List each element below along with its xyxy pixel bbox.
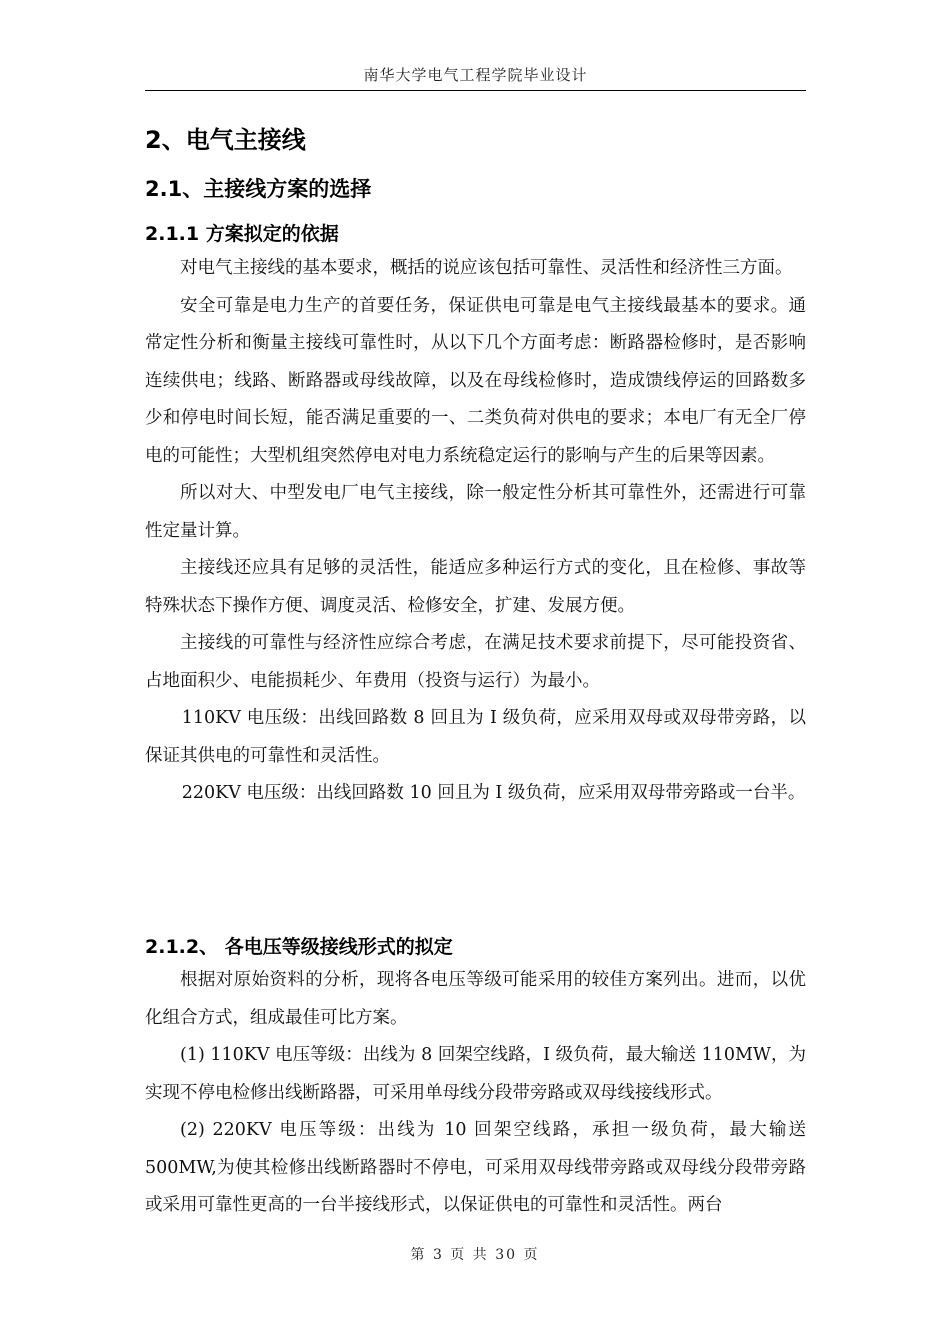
header-divider bbox=[145, 90, 806, 91]
paragraph: 主接线还应具有足够的灵活性，能适应多种运行方式的变化，且在检修、事故等特殊状态下操作方便、调度灵活、检修安全，扩建、发展方便。 bbox=[145, 558, 806, 616]
subsection-heading-wiring: 2.1.2、 各电压等级接线形式的拟定 bbox=[145, 936, 453, 958]
page-number: 第 3 页 共 30 页 bbox=[410, 1247, 540, 1263]
paragraph: 主接线的可靠性与经济性应综合考虑，在满足技术要求前提下，尽可能投资省、占地面积少、电能损耗少、年费用（投资与运行）为最小。 bbox=[145, 633, 806, 691]
subsection-heading-basis: 2.1.1 方案拟定的依据 bbox=[145, 223, 339, 245]
paragraph: 220KV 电压级：出线回路数 10 回且为 I 级负荷，应采用双母带旁路或一台半。 bbox=[181, 783, 806, 803]
paragraph: 对电气主接线的基本要求，概括的说应该包括可靠性、灵活性和经济性三方面。 bbox=[180, 258, 793, 278]
paragraph: 根据对原始资料的分析，现将各电压等级可能采用的较佳方案列出。进而，以优化组合方式，组成最佳可比方案。 bbox=[145, 970, 806, 1028]
section-basis-body bbox=[145, 250, 806, 813]
chapter-heading: 2、电气主接线 bbox=[145, 126, 306, 154]
page-header: 南华大学电气工程学院毕业设计 bbox=[363, 66, 588, 84]
section-heading: 2.1、主接线方案的选择 bbox=[145, 177, 372, 201]
paragraph: (1) 110KV 电压等级：出线为 8 回架空线路，I 级负荷，最大输送 110MW，为实现不停电检修出线断路器，可采用单母线分段带旁路或双母线接线形式。 bbox=[145, 1045, 806, 1103]
paragraph: (2) 220KV 电压等级：出线为 10 回架空线路，承担一级负荷，最大输送 500MW,为使其检修出线断路器时不停电，可采用双母线带旁路或双母线分段带旁路或采用可靠性更高的一台半接线形式，以保证供电的可靠性和灵活性。两台 bbox=[145, 1120, 806, 1215]
paragraph: 所以对大、中型发电厂电气主接线，除一般定性分析其可靠性外，还需进行可靠性定量计算。 bbox=[145, 483, 806, 541]
paragraph: 安全可靠是电力生产的首要任务，保证供电可靠是电气主接线最基本的要求。通常定性分析和衡量主接线可靠性时，从以下几个方面考虑：断路器检修时，是否影响连续供电；线路、断路器或母线故障，以及在母线检修时，造成馈线停运的回路数多少和停电时间长短，能否满足重要的一、二类负荷对供电的要求；本电厂有无全厂停电的可能性；大型机组突然停电对电力系统稳定运行的影响与产生的后果等因素。 bbox=[145, 295, 806, 466]
paragraph: 110KV 电压级：出线回路数 8 回且为 I 级负荷，应采用双母或双母带旁路，以保证其供电的可靠性和灵活性。 bbox=[145, 708, 806, 766]
section-wiring-body bbox=[145, 962, 806, 1225]
